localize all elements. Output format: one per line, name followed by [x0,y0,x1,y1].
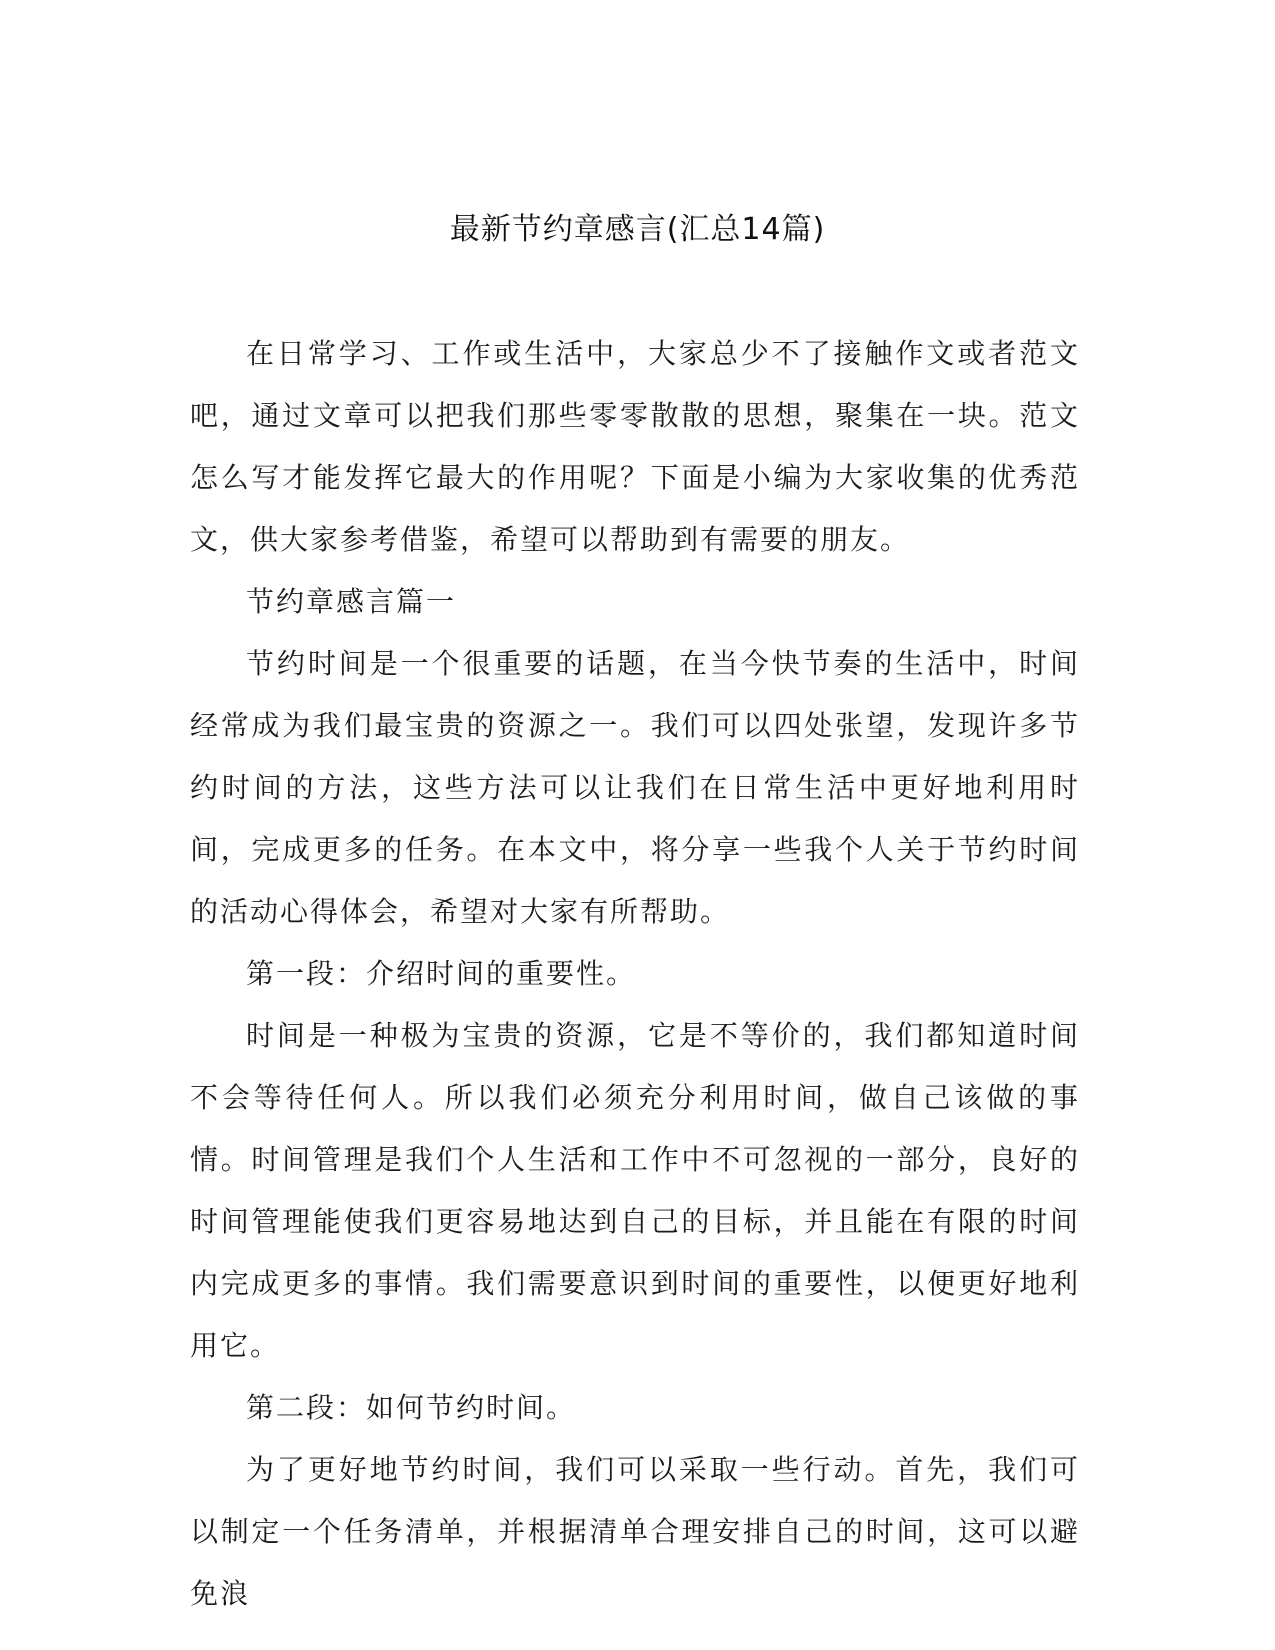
subheading-part-1: 第一段：介绍时间的重要性。 [246,957,637,990]
subheading-part-2: 第二段：如何节约时间。 [246,1391,577,1424]
body-paragraph: 节约时间是一个很重要的话题，在当今快节奏的生活中，时间经常成为我们最宝贵的资源之一。我们可以四处张望，发现许多节约时间的方法，这些方法可以让我们在日常生活中更好地利用时间，完成更多的任务。在本文中，将分享一些我个人关于节约时间的活动心得体会，希望对大家有所帮助。 [190,647,1080,928]
intro-paragraph: 在日常学习、工作或生活中，大家总少不了接触作文或者范文吧，通过文章可以把我们那些零零散散的思想，聚集在一块。范文怎么写才能发挥它最大的作用呢？下面是小编为大家收集的优秀范文，供大家参考借鉴，希望可以帮助到有需要的朋友。 [190,337,1080,556]
body-paragraph: 为了更好地节约时间，我们可以采取一些行动。首先，我们可以制定一个任务清单，并根据清单合理安排自己的时间，这可以避免浪 [190,1453,1080,1610]
section-heading-1: 节约章感言篇一 [246,585,457,618]
body-paragraph: 时间是一种极为宝贵的资源，它是不等价的，我们都知道时间不会等待任何人。所以我们必须充分利用时间，做自己该做的事情。时间管理是我们个人生活和工作中不可忽视的一部分，良好的时间管理能使我们更容易地达到自己的目标，并且能在有限的时间内完成更多的事情。我们需要意识到时间的重要性，以便更好地利用它。 [190,1019,1080,1362]
document-body [190,323,1080,1625]
document-title: 最新节约章感言(汇总14篇) [449,212,826,247]
